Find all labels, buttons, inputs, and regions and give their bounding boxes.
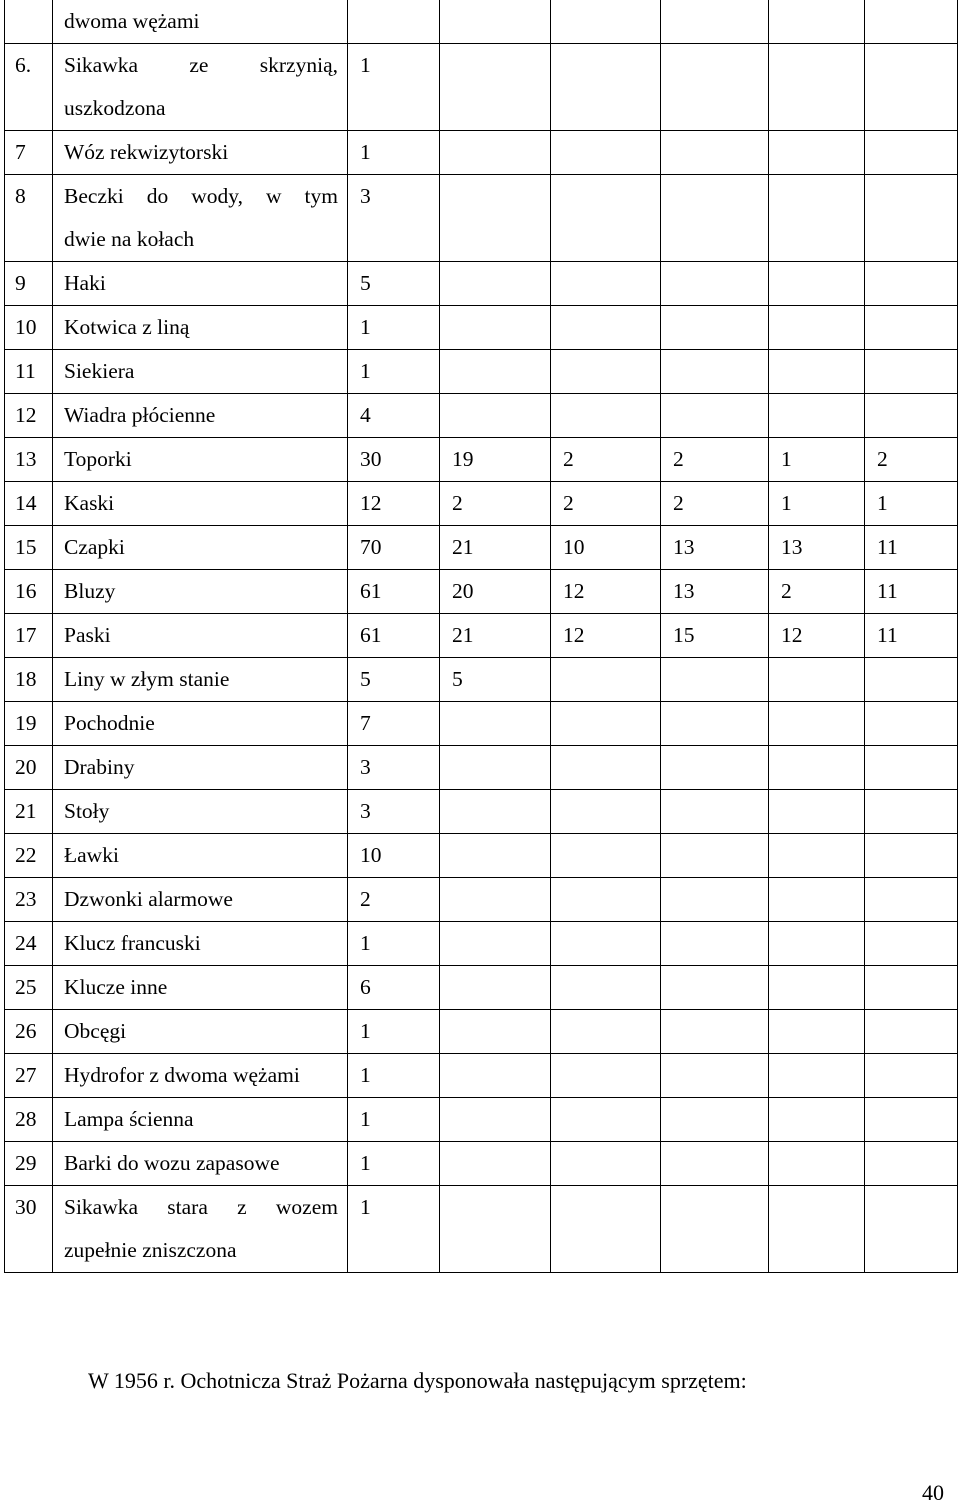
quantity-cell [348, 0, 440, 44]
quantity-cell [865, 834, 958, 878]
item-name-line: zupełnie zniszczona [64, 1238, 237, 1262]
quantity-cell [865, 922, 958, 966]
quantity-cell: 13 [661, 570, 769, 614]
quantity-cell [551, 834, 661, 878]
item-name-line: Czapki [64, 535, 125, 559]
quantity-cell: 11 [865, 570, 958, 614]
quantity-cell [440, 262, 551, 306]
quantity-cell: 12 [769, 614, 865, 658]
quantity-cell: 1 [348, 922, 440, 966]
quantity-cell: 13 [661, 526, 769, 570]
quantity-cell [865, 175, 958, 262]
item-name-line: Obcęgi [64, 1019, 127, 1043]
row-number-cell: 7 [5, 131, 53, 175]
item-name-line: dwoma wężami [64, 9, 200, 33]
quantity-cell [551, 394, 661, 438]
quantity-cell: 3 [348, 790, 440, 834]
item-name-line: Paski [64, 623, 111, 647]
quantity-cell [769, 350, 865, 394]
item-name-line: Ławki [64, 843, 119, 867]
quantity-cell: 30 [348, 438, 440, 482]
quantity-cell [865, 702, 958, 746]
item-name-line: Klucz francuski [64, 931, 201, 955]
quantity-cell: 11 [865, 614, 958, 658]
item-name-line: Hydrofor z dwoma wężami [64, 1063, 300, 1087]
quantity-cell [440, 131, 551, 175]
quantity-cell [865, 878, 958, 922]
quantity-cell: 2 [348, 878, 440, 922]
quantity-cell [440, 790, 551, 834]
item-name-cell [53, 526, 348, 570]
quantity-cell [661, 702, 769, 746]
quantity-cell [551, 44, 661, 131]
quantity-cell [661, 131, 769, 175]
table-row [5, 746, 958, 790]
item-name-cell [53, 1142, 348, 1186]
item-name-cell [53, 746, 348, 790]
quantity-cell [661, 306, 769, 350]
quantity-cell: 4 [348, 394, 440, 438]
item-name-line: Haki [64, 271, 106, 295]
item-name-cell [53, 702, 348, 746]
item-name-line: Dzwonki alarmowe [64, 887, 233, 911]
row-number-cell: 11 [5, 350, 53, 394]
item-name-line: dwie na kołach [64, 227, 195, 251]
table-row [5, 175, 958, 262]
row-number-cell: 17 [5, 614, 53, 658]
quantity-cell: 1 [348, 1010, 440, 1054]
table-row [5, 0, 958, 44]
quantity-cell [440, 746, 551, 790]
quantity-cell: 1 [348, 1142, 440, 1186]
caption-text: W 1956 r. Ochotnicza Straż Pożarna dysponowała następującym sprzętem: [88, 1368, 747, 1393]
quantity-cell [769, 834, 865, 878]
quantity-cell [661, 394, 769, 438]
item-name-line: Liny w złym stanie [64, 667, 230, 691]
item-name-cell [53, 658, 348, 702]
item-name-line: Bluzy [64, 579, 116, 603]
row-number-cell: 14 [5, 482, 53, 526]
quantity-cell [661, 834, 769, 878]
row-number-cell: 15 [5, 526, 53, 570]
quantity-cell: 2 [440, 482, 551, 526]
quantity-cell [769, 1186, 865, 1273]
item-name-cell [53, 1054, 348, 1098]
quantity-cell [865, 658, 958, 702]
quantity-cell: 12 [348, 482, 440, 526]
quantity-cell [661, 0, 769, 44]
equipment-table [4, 0, 958, 1273]
quantity-cell [440, 922, 551, 966]
table-row [5, 394, 958, 438]
table-row [5, 966, 958, 1010]
row-number-cell: 16 [5, 570, 53, 614]
quantity-cell: 61 [348, 570, 440, 614]
table-row [5, 702, 958, 746]
item-name-cell [53, 790, 348, 834]
item-name-line: Beczki do wody, w tym [64, 184, 338, 208]
item-name-line: Stoły [64, 799, 110, 823]
row-number-cell: 10 [5, 306, 53, 350]
quantity-cell [661, 1098, 769, 1142]
quantity-cell [440, 1142, 551, 1186]
quantity-cell [551, 175, 661, 262]
item-name-line: Barki do wozu zapasowe [64, 1151, 280, 1175]
quantity-cell [551, 658, 661, 702]
quantity-cell [769, 1098, 865, 1142]
item-name-cell [53, 262, 348, 306]
quantity-cell [769, 1142, 865, 1186]
quantity-cell [661, 44, 769, 131]
item-name-cell [53, 614, 348, 658]
quantity-cell [865, 1142, 958, 1186]
item-name-cell [53, 482, 348, 526]
item-name-cell [53, 306, 348, 350]
quantity-cell: 5 [440, 658, 551, 702]
item-name-cell [53, 1186, 348, 1273]
quantity-cell [769, 44, 865, 131]
item-name-cell [53, 1098, 348, 1142]
item-name-cell [53, 0, 348, 44]
quantity-cell [769, 878, 865, 922]
item-name-line: Siekiera [64, 359, 135, 383]
quantity-cell [551, 131, 661, 175]
quantity-cell [865, 262, 958, 306]
quantity-cell: 5 [348, 658, 440, 702]
quantity-cell: 2 [661, 482, 769, 526]
quantity-cell: 2 [551, 438, 661, 482]
quantity-cell [865, 0, 958, 44]
table-row [5, 570, 958, 614]
quantity-cell: 1 [348, 1098, 440, 1142]
table-row [5, 482, 958, 526]
quantity-cell [865, 350, 958, 394]
item-name-cell [53, 966, 348, 1010]
quantity-cell [440, 966, 551, 1010]
quantity-cell: 15 [661, 614, 769, 658]
row-number-cell: 18 [5, 658, 53, 702]
quantity-cell: 19 [440, 438, 551, 482]
row-number-cell: 26 [5, 1010, 53, 1054]
quantity-cell [769, 175, 865, 262]
quantity-cell [769, 394, 865, 438]
quantity-cell [440, 175, 551, 262]
item-name-line: Toporki [64, 447, 132, 471]
quantity-cell: 1 [348, 44, 440, 131]
quantity-cell: 12 [551, 614, 661, 658]
quantity-cell [551, 1010, 661, 1054]
quantity-cell [661, 1186, 769, 1273]
row-number-cell: 6. [5, 44, 53, 131]
quantity-cell: 2 [551, 482, 661, 526]
quantity-cell [661, 922, 769, 966]
quantity-cell: 1 [348, 1186, 440, 1273]
quantity-cell [769, 1054, 865, 1098]
quantity-cell [440, 834, 551, 878]
quantity-cell: 6 [348, 966, 440, 1010]
quantity-cell: 13 [769, 526, 865, 570]
row-number-cell: 22 [5, 834, 53, 878]
quantity-cell [865, 966, 958, 1010]
quantity-cell: 21 [440, 526, 551, 570]
table-row [5, 658, 958, 702]
row-number-cell: 19 [5, 702, 53, 746]
quantity-cell [769, 746, 865, 790]
quantity-cell: 11 [865, 526, 958, 570]
quantity-cell: 1 [348, 1054, 440, 1098]
table-row [5, 350, 958, 394]
quantity-cell: 70 [348, 526, 440, 570]
table-row [5, 614, 958, 658]
quantity-cell: 3 [348, 175, 440, 262]
quantity-cell: 3 [348, 746, 440, 790]
quantity-cell [551, 966, 661, 1010]
quantity-cell: 1 [348, 350, 440, 394]
row-number-cell: 24 [5, 922, 53, 966]
item-name-line: Kotwica z liną [64, 315, 190, 339]
quantity-cell [661, 262, 769, 306]
table-row [5, 438, 958, 482]
row-number-cell: 23 [5, 878, 53, 922]
quantity-cell [661, 878, 769, 922]
quantity-cell [661, 746, 769, 790]
equipment-table-body [5, 0, 958, 1273]
table-row [5, 1054, 958, 1098]
quantity-cell [440, 0, 551, 44]
quantity-cell [440, 1186, 551, 1273]
item-name-line: Wóz rekwizytorski [64, 140, 229, 164]
quantity-cell: 21 [440, 614, 551, 658]
quantity-cell [769, 131, 865, 175]
quantity-cell [769, 1010, 865, 1054]
quantity-cell [661, 175, 769, 262]
row-number-cell: 20 [5, 746, 53, 790]
quantity-cell [769, 658, 865, 702]
quantity-cell [865, 1054, 958, 1098]
item-name-line: Lampa ścienna [64, 1107, 194, 1131]
quantity-cell: 2 [865, 438, 958, 482]
table-row [5, 306, 958, 350]
table-row [5, 131, 958, 175]
item-name-cell [53, 878, 348, 922]
row-number-cell: 9 [5, 262, 53, 306]
quantity-cell: 1 [348, 131, 440, 175]
table-row [5, 1010, 958, 1054]
table-row [5, 44, 958, 131]
item-name-cell [53, 131, 348, 175]
row-number-cell: 21 [5, 790, 53, 834]
quantity-cell [769, 702, 865, 746]
table-row [5, 262, 958, 306]
item-name-cell [53, 570, 348, 614]
quantity-cell: 2 [661, 438, 769, 482]
quantity-cell [551, 702, 661, 746]
item-name-line: Klucze inne [64, 975, 168, 999]
quantity-cell [865, 306, 958, 350]
item-name-line: Kaski [64, 491, 115, 515]
quantity-cell [440, 306, 551, 350]
quantity-cell [440, 350, 551, 394]
item-name-cell [53, 438, 348, 482]
quantity-cell [661, 350, 769, 394]
item-name-line: Pochodnie [64, 711, 155, 735]
quantity-cell [440, 44, 551, 131]
quantity-cell [865, 790, 958, 834]
quantity-cell [551, 262, 661, 306]
quantity-cell [551, 0, 661, 44]
item-name-line: Sikawka stara z wozem [64, 1195, 338, 1219]
item-name-line: Wiadra płócienne [64, 403, 216, 427]
quantity-cell [865, 131, 958, 175]
quantity-cell: 2 [769, 570, 865, 614]
quantity-cell [661, 790, 769, 834]
quantity-cell: 12 [551, 570, 661, 614]
quantity-cell: 1 [865, 482, 958, 526]
quantity-cell: 20 [440, 570, 551, 614]
item-name-cell [53, 922, 348, 966]
table-row [5, 526, 958, 570]
quantity-cell [661, 966, 769, 1010]
row-number-cell: 13 [5, 438, 53, 482]
quantity-cell [865, 1098, 958, 1142]
quantity-cell [769, 790, 865, 834]
item-name-cell [53, 1010, 348, 1054]
item-name-line: Drabiny [64, 755, 135, 779]
table-row [5, 1186, 958, 1273]
row-number-cell: 25 [5, 966, 53, 1010]
quantity-cell [551, 1054, 661, 1098]
quantity-cell [769, 306, 865, 350]
quantity-cell [865, 1010, 958, 1054]
item-name-line: uszkodzona [64, 96, 166, 120]
row-number-cell [5, 0, 53, 44]
page-number: 40 [922, 1480, 944, 1505]
quantity-cell [551, 1098, 661, 1142]
quantity-cell: 5 [348, 262, 440, 306]
quantity-cell [865, 746, 958, 790]
row-number-cell: 30 [5, 1186, 53, 1273]
quantity-cell [769, 0, 865, 44]
quantity-cell: 10 [551, 526, 661, 570]
quantity-cell [551, 790, 661, 834]
row-number-cell: 27 [5, 1054, 53, 1098]
quantity-cell [440, 1098, 551, 1142]
quantity-cell [865, 394, 958, 438]
row-number-cell: 12 [5, 394, 53, 438]
quantity-cell [551, 1186, 661, 1273]
table-row [5, 1098, 958, 1142]
quantity-cell: 10 [348, 834, 440, 878]
quantity-cell [440, 1054, 551, 1098]
quantity-cell [551, 922, 661, 966]
quantity-cell [769, 922, 865, 966]
item-name-line: Sikawka ze skrzynią, [64, 53, 338, 77]
table-row [5, 922, 958, 966]
row-number-cell: 29 [5, 1142, 53, 1186]
table-row [5, 834, 958, 878]
quantity-cell: 1 [769, 438, 865, 482]
row-number-cell: 28 [5, 1098, 53, 1142]
quantity-cell [551, 1142, 661, 1186]
quantity-cell [440, 394, 551, 438]
quantity-cell [551, 350, 661, 394]
quantity-cell: 1 [348, 306, 440, 350]
table-row [5, 878, 958, 922]
quantity-cell [551, 878, 661, 922]
table-row [5, 790, 958, 834]
quantity-cell [865, 44, 958, 131]
quantity-cell: 1 [769, 482, 865, 526]
quantity-cell [661, 1054, 769, 1098]
quantity-cell [769, 262, 865, 306]
quantity-cell [661, 1142, 769, 1186]
item-name-cell [53, 834, 348, 878]
quantity-cell [551, 306, 661, 350]
quantity-cell [440, 702, 551, 746]
row-number-cell: 8 [5, 175, 53, 262]
quantity-cell [661, 658, 769, 702]
quantity-cell: 7 [348, 702, 440, 746]
item-name-cell [53, 350, 348, 394]
quantity-cell: 61 [348, 614, 440, 658]
quantity-cell [551, 746, 661, 790]
item-name-cell [53, 394, 348, 438]
quantity-cell [865, 1186, 958, 1273]
item-name-cell [53, 175, 348, 262]
quantity-cell [440, 1010, 551, 1054]
quantity-cell [440, 878, 551, 922]
quantity-cell [661, 1010, 769, 1054]
quantity-cell [769, 966, 865, 1010]
table-row [5, 1142, 958, 1186]
item-name-cell [53, 44, 348, 131]
